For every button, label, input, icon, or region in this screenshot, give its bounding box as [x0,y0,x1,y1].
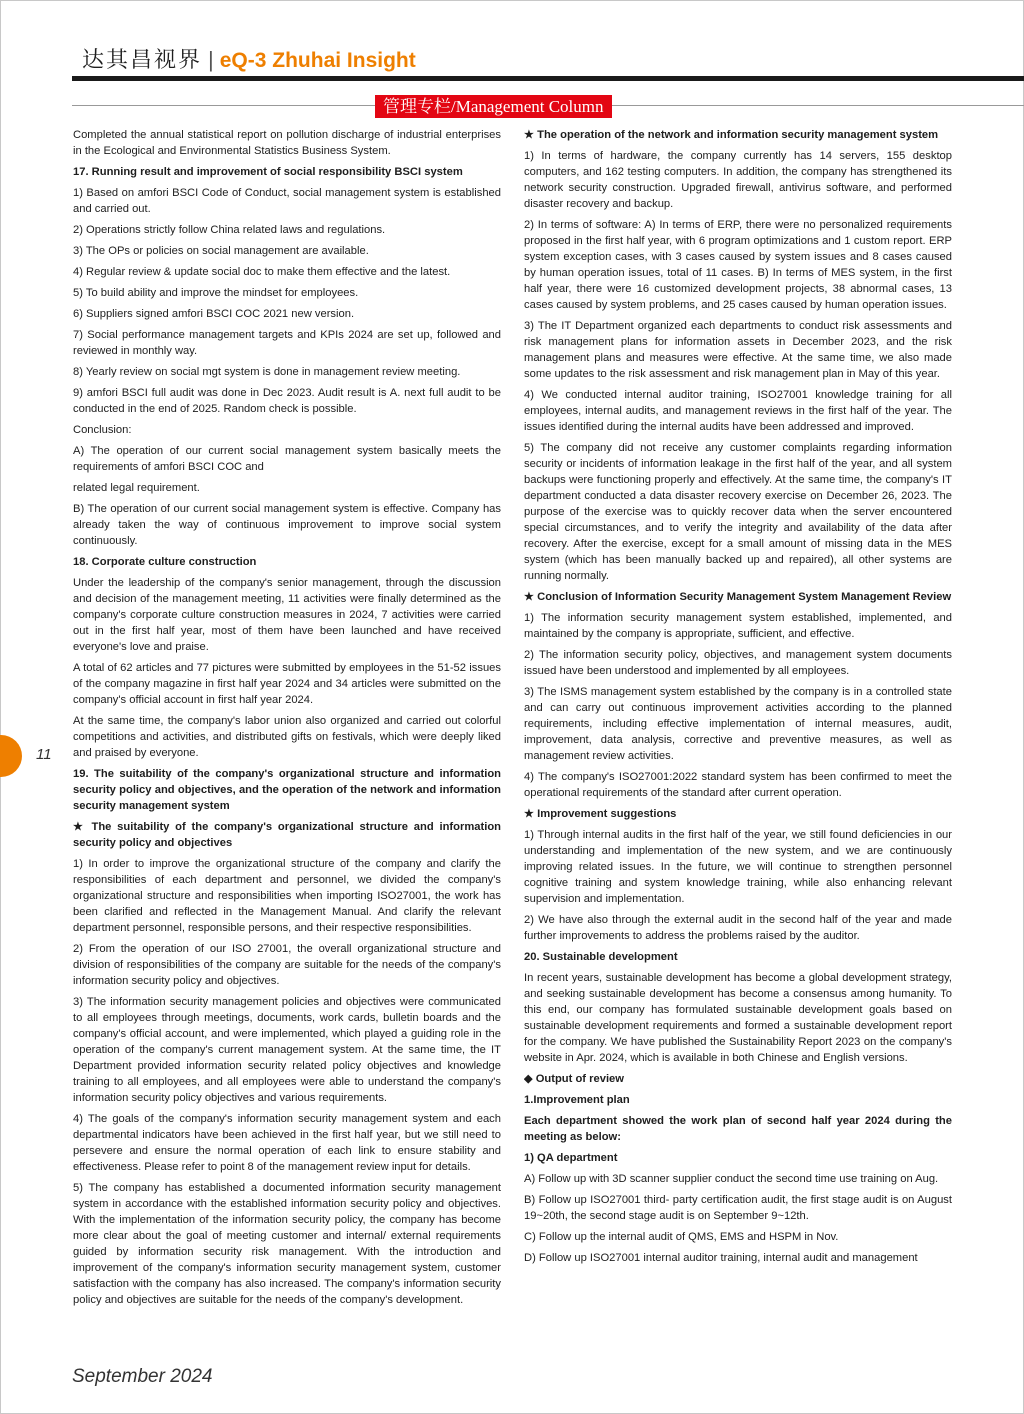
paragraph: 9) amfori BSCI full audit was done in Dec 2023. Audit result is A. next full audit to be conducted in the end of 2025. Random check is possible. [73,387,501,415]
magazine-header [82,44,416,76]
paragraph: A) Follow up with 3D scanner supplier conduct the second time use training on Aug. [524,1173,939,1185]
paragraph: 1) In terms of hardware, the company currently has 14 servers, 155 desktop computers, and 162 testing computers. In addition, the company has strengthened its network security construction. Upgraded firewall, antivirus software, and performed disaster recovery and backup. [524,150,952,210]
paragraph: 3) The OPs or policies on social management are available. [73,245,369,257]
section-heading: 17. Running result and improvement of social responsibility BSCI system [73,166,463,178]
paragraph: Conclusion: [73,424,132,436]
section-heading: ◆ Output of review [524,1073,624,1085]
paragraph: D) Follow up ISO27001 internal auditor training, internal audit and management [524,1252,918,1264]
paragraph: 2) From the operation of our ISO 27001, the overall organizational structure and division of responsibilities of the company are suitable for the needs of the company's information security policy and objectives. [73,943,501,987]
header-separator: | [208,47,214,72]
paragraph: 5) The company has established a documented information security management system in accordance with the established information security policy and objectives. With the implementation of the information security policy, the company has become more clear about the goal of meeting customer and internal/ external requirements guided by information security risk management. With the introduction and improvement of the company's information security management system, customer satisfaction with the company has also increased. The company's information security policy and objectives are suitable for the needs of the company's development. [73,1182,501,1306]
paragraph: 8) Yearly review on social mgt system is done in management review meeting. [73,366,461,378]
paragraph: 1) Through internal audits in the first half of the year, we still found deficiencies in our understanding and implementation of the new system, and we are continuously improving related issues. In the future, we will continue to strengthen personnel cognitive training and system knowledge training, while also enhancing relevant supervision and implementation. [524,829,952,905]
section-heading: ★ Conclusion of Information Security Management System Management Review [524,591,952,603]
paragraph: 7) Social performance management targets and KPIs 2024 are set up, followed and reviewed in monthly way. [73,329,501,357]
paragraph: 4) We conducted internal auditor training, ISO27001 knowledge training for all employees, internal audits, and management reviews in the first half of the year. The issues identified during the internal audits have been addressed and improved. [524,389,952,433]
paragraph: 3) The ISMS management system established by the company is in a controlled state and can carry out continuous improvement activities according to the planned requirements, including effective implementation of internal measures, audit, improvement, data analysis, corrective and preventive measures, as well as management review activities. [524,686,952,762]
column-label: 管理专栏/Management Column [375,95,612,118]
left-column [73,127,501,1363]
paragraph: 2) In terms of software: A) In terms of ERP, there were no personalized requirements proposed in the first half year, with 6 program optimizations and 1 custom report. ERP system exception cases, with 3 cases caused by system issues and 8 cases caused by human operation issues, total of 11 cases. B) In terms of MES system, in the first half year, there were 16 customized development projects, 38 abnormal cases, 13 cases caused by system problems, and 25 cases caused by human operation issues. [524,219,952,311]
header-rule [72,76,1024,81]
section-heading: 20. Sustainable development [524,951,678,963]
section-heading: 1) QA department [524,1152,618,1164]
paragraph: 4) The company's ISO27001:2022 standard system has been confirmed to meet the operational requirements of the standard after current operation. [524,771,952,799]
paragraph: 6) Suppliers signed amfori BSCI COC 2021 new version. [73,308,355,320]
paragraph: B) The operation of our current social management system is effective. Company has already taken the way of continuous improvement to improve social system continuously. [73,503,501,547]
magazine-title-cn: 达其昌视界 [82,48,203,73]
paragraph: 2) Operations strictly follow China related laws and regulations. [73,224,386,236]
paragraph: 2) We have also through the external audit in the second half of the year and made further improvements to address the problems raised by the auditor. [524,914,952,942]
paragraph: 1) Based on amfori BSCI Code of Conduct, social management system is established and carried out. [73,187,501,215]
paragraph: Under the leadership of the company's senior management, through the discussion and decision of the management meeting, 11 activities were finally determined as the company's corporate culture construction measures in 2024, 7 activities were carried out in the first half year, most of them have been launched and have received everyone's love and praise. [73,577,501,653]
magazine-title-en: eQ-3 Zhuhai Insight [219,49,416,72]
paragraph: B) Follow up ISO27001 third- party certification audit, the first stage audit is on August 19~20th, the second stage audit is on September 9~12th. [524,1194,952,1222]
paragraph: related legal requirement. [73,482,200,494]
paragraph: 2) The information security policy, objectives, and management system documents issued have been understood and implemented by all employees. [524,649,952,677]
paragraph: 3) The information security management policies and objectives were communicated to all employees through meetings, documents, work cards, bulletin boards and the company's official account, and were implemented, which played a guiding role in the operation of the company's current management system. At the same time, the IT Department provided information security related policy objectives and knowledge training to all employees, and all employees were able to understand the company's information security policy objectives and various requirements. [73,996,501,1104]
section-heading: 1.Improvement plan [524,1094,630,1106]
paragraph: 5) The company did not receive any customer complaints regarding information security or incidents of information leakage in the first half of the year, and all system backups were functioning properly and effectively. At the same time, the company's IT department conducted a data disaster recovery exercise on December 26, 2023. The purpose of the exercise was to quickly recover data when the server encountered special circumstances, and to verify the integrity and availability of the data after recovery. After the exercise, except for a small amount of missing data in the MES system (which has been manually backed up and repaired), all other systems are running normally. [524,442,952,582]
footer-date: September 2024 [72,1366,213,1387]
page-number: 11 [36,746,52,763]
section-heading: ★ Improvement suggestions [524,808,677,820]
paragraph: In recent years, sustainable development has become a global development strategy, and seeking sustainable development has become a consensus among humanity. To this end, our company has formulated sustainable development goals based on sustainable development requirements and formed a sustainable development report for the company. We have published the Sustainability Report 2023 on the company's website in Apr. 2024, which is available in both Chinese and English versions. [524,972,952,1064]
paragraph: Completed the annual statistical report on pollution discharge of industrial enterprises in the Ecological and Environmental Statistics Business System. [73,129,501,157]
paragraph: 1) In order to improve the organizational structure of the company and clarify the responsibilities of each department and personnel, we divided the company's organizational structure and responsibilities when importing ISO27001, the work has been clarified and reflected in the Management Manual. And clarify the relevant department personnel, responsible persons, and their respective responsibilities. [73,858,501,934]
section-heading: 18. Corporate culture construction [73,556,257,568]
paragraph: 5) To build ability and improve the mindset for employees. [73,287,359,299]
paragraph: A) The operation of our current social management system basically meets the requirements of amfori BSCI COC and [73,445,501,473]
section-heading: Each department showed the work plan of second half year 2024 during the meeting as below: [524,1115,952,1143]
section-heading: ★ The operation of the network and information security management system [524,129,939,141]
paragraph: C) Follow up the internal audit of QMS, EMS and HSPM in Nov. [524,1231,839,1243]
right-column [524,127,952,1363]
paragraph: 3) The IT Department organized each departments to conduct risk assessments and risk management plans for information assets in December 2023, and the risk management plans and measures were effective. At the same time, we also made some updates to the risk assessment and risk management plan in May of this year. [524,320,952,380]
section-heading: 19. The suitability of the company's organizational structure and information security policy and objectives, and the operation of the network and information security management system [73,768,501,812]
section-heading: ★ The suitability of the company's organizational structure and information security policy and objectives [73,821,501,849]
paragraph: A total of 62 articles and 77 pictures were submitted by employees in the 51-52 issues of the company magazine in first half year 2024 and 34 articles were submitted on the company's official account in first half year 2024. [73,662,501,706]
paragraph: 4) Regular review & update social doc to make them effective and the latest. [73,266,451,278]
paragraph: At the same time, the company's labor union also organized and carried out colorful competitions and activities, and distributed gifts on festivals, which were deeply liked and praised by everyone. [73,715,501,759]
paragraph: 1) The information security management system established, implemented, and maintained by the company is appropriate, sufficient, and effective. [524,612,952,640]
paragraph: 4) The goals of the company's information security management system and each departmental indicators have been achieved in the first half year, but we still need to persevere and ensure the normal operation of each link to ensure stability and effectiveness. Please refer to point 8 of the management review input for details. [73,1113,501,1173]
